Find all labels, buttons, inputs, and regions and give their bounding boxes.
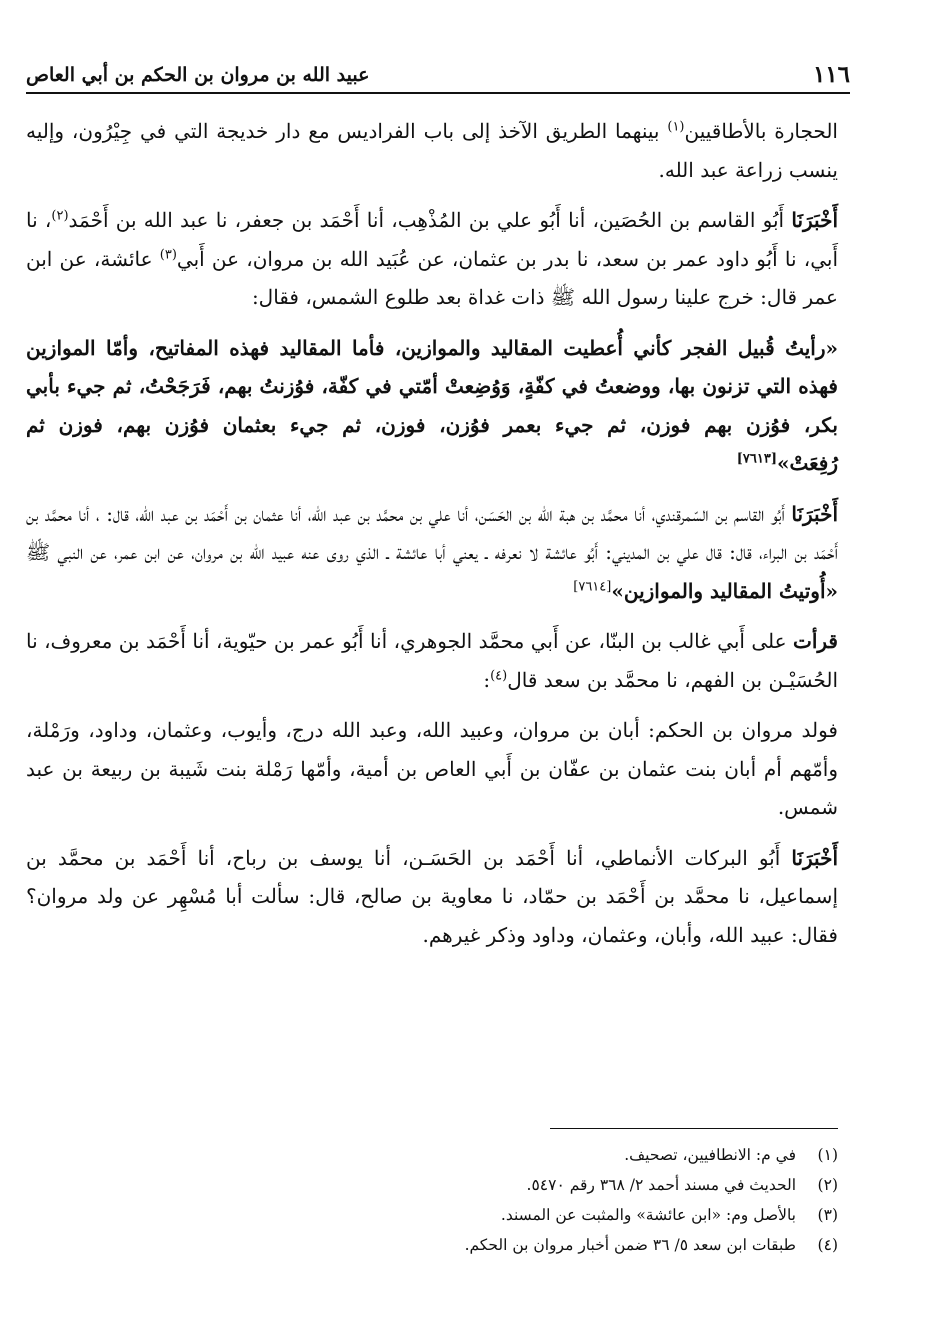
quoted-hadith (26, 329, 838, 483)
paragraph (26, 112, 838, 189)
footnotes (26, 1140, 838, 1260)
text-run: : (483, 667, 491, 692)
footnote-number: (٣) (817, 1206, 838, 1224)
paragraph (26, 711, 838, 827)
footnote (26, 1230, 838, 1260)
footnote (26, 1140, 838, 1170)
footnote (26, 1200, 838, 1230)
text-run: أَبُو البركات الأنماطي، أنا أَحْمَد بن الحَسَـن، أنا يوسف بن رباح، أنا أَحْمَد بن محمَّد بن إسماعيل، نا محمَّد بن أَحْمَد بن حمّاد، نا معاوية بن صالح، قال: سألت أبا مُسْهِر عن ولد مروان؟ فقال: عبيد الله، وأبان، وعثمان، وداود وذكر غيرهم. (26, 845, 838, 947)
lead-word: أَخْبَرَنَا (791, 845, 838, 870)
text-run: الحجارة بالأطاقيين (684, 119, 838, 143)
note-marker: [٧٦١٣] (736, 451, 777, 467)
lead-word: «أُوتيتُ المقاليد والموازين» (611, 578, 838, 603)
footnote-divider (550, 1128, 838, 1129)
note-marker: (٤) (490, 667, 508, 683)
footnote-text: طبقات ابن سعد ٥/ ٣٦ ضمن أخبار مروان بن الحكم. (464, 1236, 796, 1254)
note-marker: [٧٦١٤] (573, 578, 612, 594)
lead-word: أَخْبَرَنَا (791, 501, 838, 526)
text-run: أَبُو القاسم بن السّمرقندي، أنا محمَّد بن هبة الله بن الحَسَن، أنا علي بن محمَّد بن عبد الله، أنا عثمان بن أَحْمَد بن عبد الله، قال: ، أنا محمَّد بن أَحْمَد بن البراء، قال: قال علي بن المديني: أَبُو عائشة لا نعرفه ـ يعني أبا عائشة ـ الذي روى عنه عبيد الله بن مروان، عن ابن عمر، عن النبي ﷺ (26, 501, 838, 564)
text-run: فولد مروان بن الحكم: أبان بن مروان، وعبيد الله، وعبد الله درج، وأيوب، وعثمان، وداود، ورَمْلة، وأمّهم أم أبان بنت عثمان بن عفّان بن أَبي العاص بن أمية، وأمّها رَمْلة بنت شَيبة بن ربيعة بن عبد شمس. (26, 718, 838, 819)
note-marker: (١) (667, 119, 685, 135)
paragraph (26, 622, 838, 699)
footnote-number: (١) (817, 1146, 838, 1164)
paragraph (26, 201, 838, 317)
text-run: على أَبي غالب بن البنّا، عن أَبي محمَّد الجوهري، أنا أَبُو عمر بن حيّوية، أنا أَحْمَد بن معروف، نا الحُسَيْـن بن الفهم، نا محمَّد بن سعد قال (26, 629, 838, 692)
text-run: عائشة، عن ابن عمر قال: خرج علينا رسول الله ﷺ ذات غداة بعد طلوع الشمس، فقال: (26, 246, 838, 309)
footnote-text: بالأصل وم: «ابن عائشة» والمثبت عن المسند. (500, 1206, 796, 1224)
note-marker: (٣) (159, 246, 177, 262)
main-text (26, 112, 838, 966)
paragraph (26, 839, 838, 955)
paragraph (26, 495, 838, 611)
text-run: ، نا أَبي، نا أَبُو داود عمر بن سعد، نا بدر بن عثمان، عن عُبَيد الله بن مروان، عن أَبي (26, 208, 839, 271)
footnote (26, 1170, 838, 1200)
footnote-text: في م: الانطافيين، تصحيف. (624, 1146, 796, 1164)
text-run: بينهما الطريق الآخذ إلى باب الفراديس مع دار خديجة التي في جِيْرُون، وإليه ينسب زراعة عبد الله. (26, 119, 838, 182)
footnote-number: (٤) (817, 1236, 838, 1254)
lead-word: قرأت (793, 629, 838, 653)
running-title: عبيد الله بن مروان بن الحكم بن أبي العاص (26, 64, 370, 86)
text-run: «رأيتُ قُبيل الفجر كأني أُعطيت المقاليد والموازين، فأما المقاليد فهذه المفاتيح، وأمّا الموازين فهذه التي تزنون بها، ووضعتُ في كفّةٍ، وَوُضِعتْ أمّتي في كفّة، فوُزنتُ بهم، فَرَجَحْتُ، ثم جيء بأبي بكر، فوُزن بهم فوزن، ثم جيء بعمر فوُزن، فوزن، ثم جيء بعثمان فوُزن بهم، فوزن ثم رُفِعَتْ» (26, 335, 838, 475)
note-marker: (٢) (51, 208, 69, 224)
lead-word: أَخْبَرَنَا (791, 208, 838, 232)
footnote-text: الحديث في مسند أحمد ٢/ ٣٦٨ رقم ٥٤٧٠. (526, 1176, 796, 1194)
footnote-number: (٢) (817, 1176, 838, 1194)
text-run: أَبُو القاسم بن الحُصَين، أنا أَبُو علي بن المُذْهِب، أنا أَحْمَد بن جعفر، نا عبد الله بن أَحْمَد (68, 208, 792, 232)
page-number: ١١٦ (812, 61, 850, 88)
page-header (26, 52, 850, 94)
